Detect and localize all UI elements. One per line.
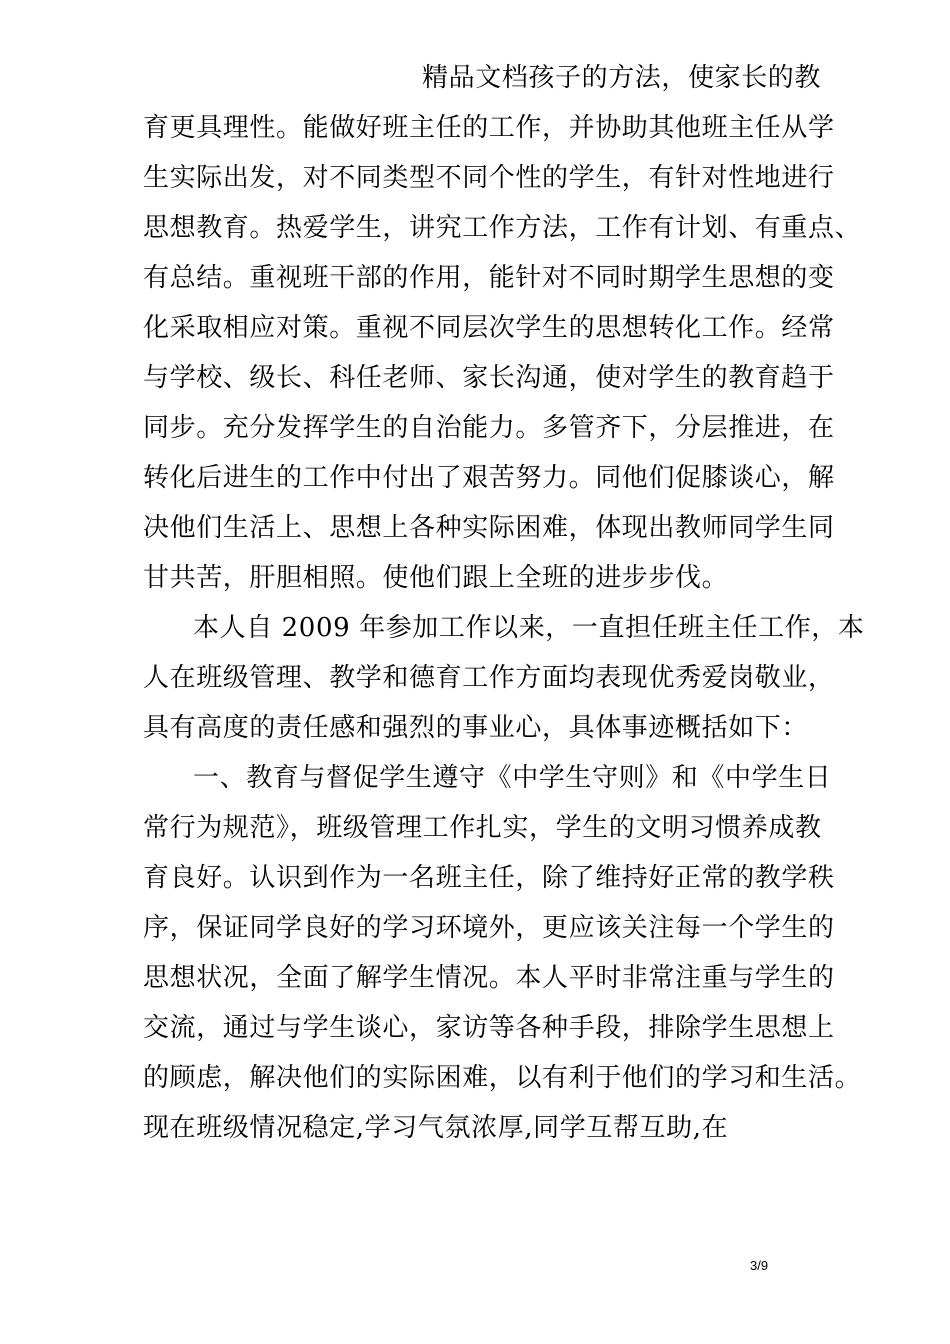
text-line: 生实际出发，对不同类型不同个性的学生，有针对性地进行: [143, 163, 835, 193]
text-line: 同步。充分发挥学生的自治能力。多管齐下，分层推进，在: [143, 413, 835, 443]
text-line: 育更具理性。能做好班主任的工作，并协助其他班主任从学: [143, 113, 835, 143]
text-line: 人在班级管理、教学和德育工作方面均表现优秀爱岗敬业，: [143, 663, 835, 693]
text-line: 序，保证同学良好的学习环境外，更应该关注每一个学生的: [143, 913, 835, 943]
text-line: 决他们生活上、思想上各种实际困难，体现出教师同学生同: [143, 513, 835, 543]
paragraph-start-line: 一、教育与督促学生遵守《中学生守则》和《中学生日: [193, 763, 832, 793]
text-line: 交流，通过与学生谈心，家访等各种手段，排除学生思想上: [143, 1013, 835, 1043]
text-line: 育良好。认识到作为一名班主任，除了维持好正常的教学秩: [143, 863, 835, 893]
page-number: 3/9: [750, 1258, 769, 1273]
paragraph-start-line: 本人自 2009 年参加工作以来，一直担任班主任工作，本: [193, 613, 865, 643]
text-line: 有总结。重视班干部的作用，能针对不同时期学生思想的变: [143, 263, 835, 293]
text-line: 现在班级情况稳定,学习气氛浓厚,同学互帮互助,在: [143, 1113, 729, 1143]
text-line: 的顾虑，解决他们的实际困难，以有利于他们的学习和生活。: [143, 1063, 862, 1093]
text-line: 常行为规范》，班级管理工作扎实，学生的文明习惯养成教: [143, 813, 822, 843]
text-line: 与学校、级长、科任老师、家长沟通，使对学生的教育趋于: [143, 363, 835, 393]
text-line: 具有高度的责任感和强烈的事业心，具体事迹概括如下：: [143, 713, 809, 743]
text-line: 甘共苦，肝胆相照。使他们跟上全班的进步步伐。: [143, 563, 729, 593]
text-line: 思想教育。热爱学生，讲究工作方法，工作有计划、有重点、: [143, 213, 862, 243]
text-line: 化采取相应对策。重视不同层次学生的思想转化工作。经常: [143, 313, 835, 343]
text-line: 思想状况，全面了解学生情况。本人平时非常注重与学生的: [143, 963, 835, 993]
text-line: 转化后进生的工作中付出了艰苦努力。同他们促膝谈心，解: [143, 463, 835, 493]
header-text: 精品文档孩子的方法，使家长的教: [422, 63, 822, 93]
